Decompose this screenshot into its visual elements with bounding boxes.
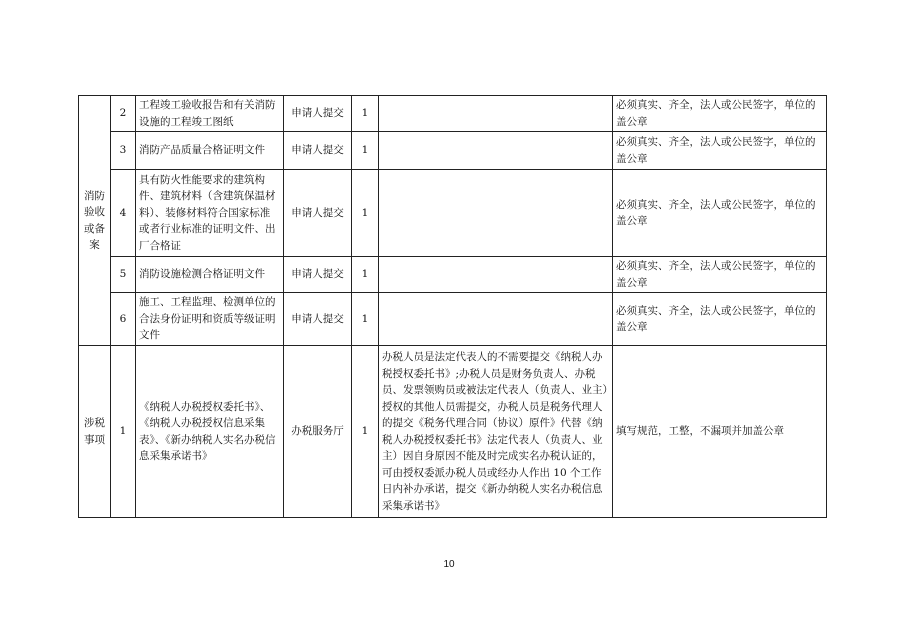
material-note — [379, 170, 613, 257]
material-name: 施工、工程监理、检测单位的合法身份证明和资质等级证明文件 — [136, 293, 284, 346]
material-source: 申请人提交 — [284, 170, 352, 257]
row-number: 1 — [111, 346, 136, 518]
copy-count: 1 — [352, 170, 379, 257]
material-note — [379, 96, 613, 132]
copy-count: 1 — [352, 132, 379, 170]
row-number: 4 — [111, 170, 136, 257]
material-requirement: 必须真实、齐全，法人或公民签字，单位的盖公章 — [613, 96, 827, 132]
material-source: 申请人提交 — [284, 257, 352, 293]
category-cell: 涉税事项 — [79, 346, 111, 518]
material-requirement: 必须真实、齐全，法人或公民签字，单位的盖公章 — [613, 293, 827, 346]
materials-table — [78, 95, 827, 518]
material-note: 办税人员是法定代表人的不需要提交《纳税人办税授权委托书》;办税人员是财务负责人、办税员、发票领购员或被法定代表人（负责人、业主）授权的其他人员需提交，办税人员是税务代理人的提交《税务代理合同（协议）原件》代替《纳税人办税授权委托书》法定代表人（负责人、业主）因自身原因不能及时完成实名办税认证的，可由授权委派办税人员或经办人作出 10 个工作日内补办承诺，提交《新办纳税人实名办税信息采集承诺书》 — [379, 346, 613, 518]
page-number: 10 — [443, 559, 455, 570]
row-number: 5 — [111, 257, 136, 293]
material-source: 办税服务厅 — [284, 346, 352, 518]
row-number: 3 — [111, 132, 136, 170]
material-note — [379, 257, 613, 293]
copy-count: 1 — [352, 96, 379, 132]
material-name: 《纳税人办税授权委托书》、《纳税人办税授权信息采集表》、《新办纳税人实名办税信息采集承诺书》 — [136, 346, 284, 518]
material-note — [379, 293, 613, 346]
material-requirement: 必须真实、齐全，法人或公民签字，单位的盖公章 — [613, 257, 827, 293]
material-source: 申请人提交 — [284, 132, 352, 170]
category-cell: 消防验收或备案 — [79, 96, 111, 346]
copy-count: 1 — [352, 293, 379, 346]
material-name: 具有防火性能要求的建筑构件、建筑材料（含建筑保温材料）、装修材料符合国家标准或者行业标准的证明文件、出厂合格证 — [136, 170, 284, 257]
material-note — [379, 132, 613, 170]
material-name: 消防设施检测合格证明文件 — [136, 257, 284, 293]
table-row — [79, 96, 827, 132]
material-requirement: 必须真实、齐全，法人或公民签字，单位的盖公章 — [613, 132, 827, 170]
material-source: 申请人提交 — [284, 96, 352, 132]
row-number: 6 — [111, 293, 136, 346]
table-row — [79, 346, 827, 518]
row-number: 2 — [111, 96, 136, 132]
copy-count: 1 — [352, 257, 379, 293]
material-source: 申请人提交 — [284, 293, 352, 346]
table-row — [79, 257, 827, 293]
table-row — [79, 132, 827, 170]
material-requirement: 填写规范，工整，不漏项并加盖公章 — [613, 346, 827, 518]
material-name: 工程竣工验收报告和有关消防设施的工程竣工图纸 — [136, 96, 284, 132]
table-row — [79, 170, 827, 257]
material-requirement: 必须真实、齐全，法人或公民签字，单位的盖公章 — [613, 170, 827, 257]
copy-count: 1 — [352, 346, 379, 518]
table-row — [79, 293, 827, 346]
material-name: 消防产品质量合格证明文件 — [136, 132, 284, 170]
